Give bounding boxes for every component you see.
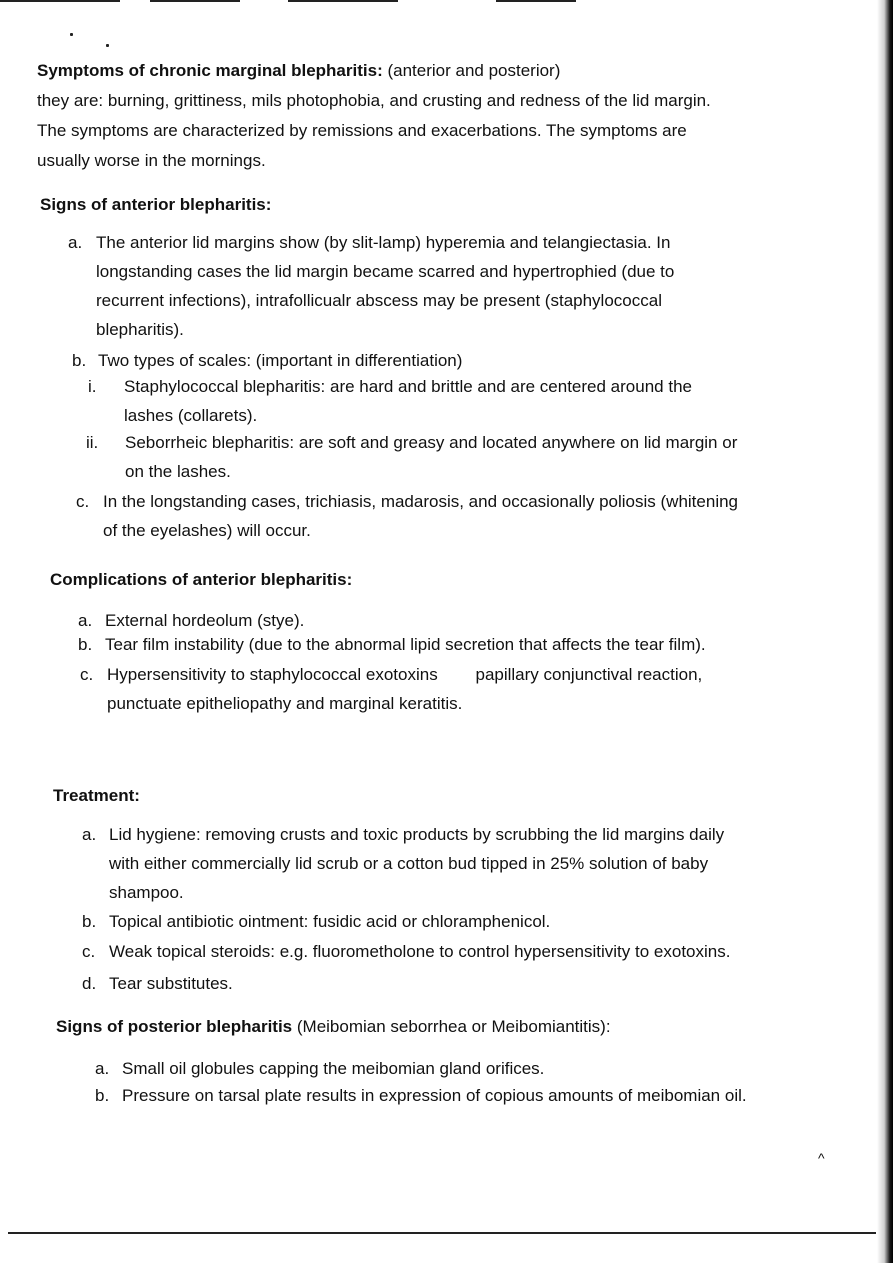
signs-posterior-heading: Signs of posterior blepharitis [56,1017,293,1036]
list-text: Lid hygiene: removing crusts and toxic products by scrubbing the lid margins daily [109,825,725,844]
list-text: longstanding cases the lid margin became scarred and hypertrophied (due to [96,262,675,281]
list-item [95,1054,855,1083]
list-item [86,428,826,486]
list-item [82,907,842,936]
list-text: Small oil globules capping the meibomian gland orifices. [122,1059,545,1078]
list-item [82,937,852,966]
signs-posterior-heading-note: (Meibomian seborrhea or Meibomiantitis): [296,1017,611,1036]
list-text: with either commercially lid scrub or a cotton bud tipped in 25% solution of baby [109,854,709,873]
list-text: recurrent infections), intrafollicualr abscess may be present (staphylococcal [96,291,662,310]
list-item [72,346,832,375]
list-marker: d. [82,974,97,993]
scan-border-top [288,0,398,2]
page-mark: ^ [818,1150,825,1166]
list-marker: a. [82,825,97,844]
list-marker: c. [82,942,96,961]
list-marker: c. [76,492,90,511]
signs-anterior-heading: Signs of anterior blepharitis: [40,195,272,214]
list-item [76,487,836,545]
symptoms-line: they are: burning, grittiness, mils photophobia, and crusting and redness of the lid margin. [37,91,711,110]
scan-speck [70,33,73,36]
list-text: Two types of scales: (important in differentiation) [98,351,463,370]
list-item [95,1081,865,1110]
list-item [88,372,808,430]
list-text: The anterior lid margins show (by slit-lamp) hyperemia and telangiectasia. In [96,233,671,252]
symptoms-section [37,56,837,176]
list-item [78,630,838,659]
list-marker: c. [80,665,94,684]
symptoms-line: The symptoms are characterized by remissions and exacerbations. The symptoms are [37,121,687,140]
list-text: shampoo. [109,883,184,902]
list-marker: a. [78,611,93,630]
list-text: on the lashes. [125,462,231,481]
list-text: Staphylococcal blepharitis: are hard and brittle and are centered around the [124,377,692,396]
list-marker: i. [88,377,97,396]
list-text: Seborrheic blepharitis: are soft and greasy and located anywhere on lid margin or [125,433,738,452]
list-text: Weak topical steroids: e.g. fluorometholone to control hypersensitivity to exotoxins. [109,942,731,961]
list-text: blepharitis). [96,320,184,339]
list-text: Tear substitutes. [109,974,233,993]
list-marker: b. [95,1086,110,1105]
list-item [68,228,828,344]
list-item [82,969,842,998]
list-text: Hypersensitivity to staphylococcal exotoxins papillary conjunctival reaction, [107,665,703,684]
list-text: punctuate epitheliopathy and marginal keratitis. [107,694,463,713]
list-text: Topical antibiotic ointment: fusidic acid or chloramphenicol. [109,912,551,931]
scan-border-bottom [8,1232,876,1234]
list-text: Tear film instability (due to the abnormal lipid secretion that affects the tear film). [105,635,706,654]
scan-border-top [0,0,120,2]
list-marker: a. [68,233,83,252]
list-text: lashes (collarets). [124,406,258,425]
symptoms-heading: Symptoms of chronic marginal blepharitis: [37,61,383,80]
list-marker: b. [78,635,93,654]
list-marker: ii. [86,433,99,452]
scan-edge-shadow [877,0,893,1263]
list-text: In the longstanding cases, trichiasis, madarosis, and occasionally poliosis (whitening [103,492,739,511]
scan-border-top [150,0,240,2]
list-marker: b. [82,912,97,931]
list-item [82,820,842,907]
scan-border-top [496,0,576,2]
treatment-heading: Treatment: [53,786,140,805]
list-marker: b. [72,351,87,370]
scan-speck [106,44,109,47]
list-text: Pressure on tarsal plate results in expression of copious amounts of meibomian oil. [122,1086,747,1105]
list-text: External hordeolum (stye). [105,611,305,630]
complications-heading: Complications of anterior blepharitis: [50,570,353,589]
list-item [80,660,840,718]
symptoms-heading-note: (anterior and posterior) [387,61,561,80]
symptoms-line: usually worse in the mornings. [37,151,266,170]
list-marker: a. [95,1059,110,1078]
list-text: of the eyelashes) will occur. [103,521,311,540]
signs-posterior-heading-row [56,1012,856,1042]
